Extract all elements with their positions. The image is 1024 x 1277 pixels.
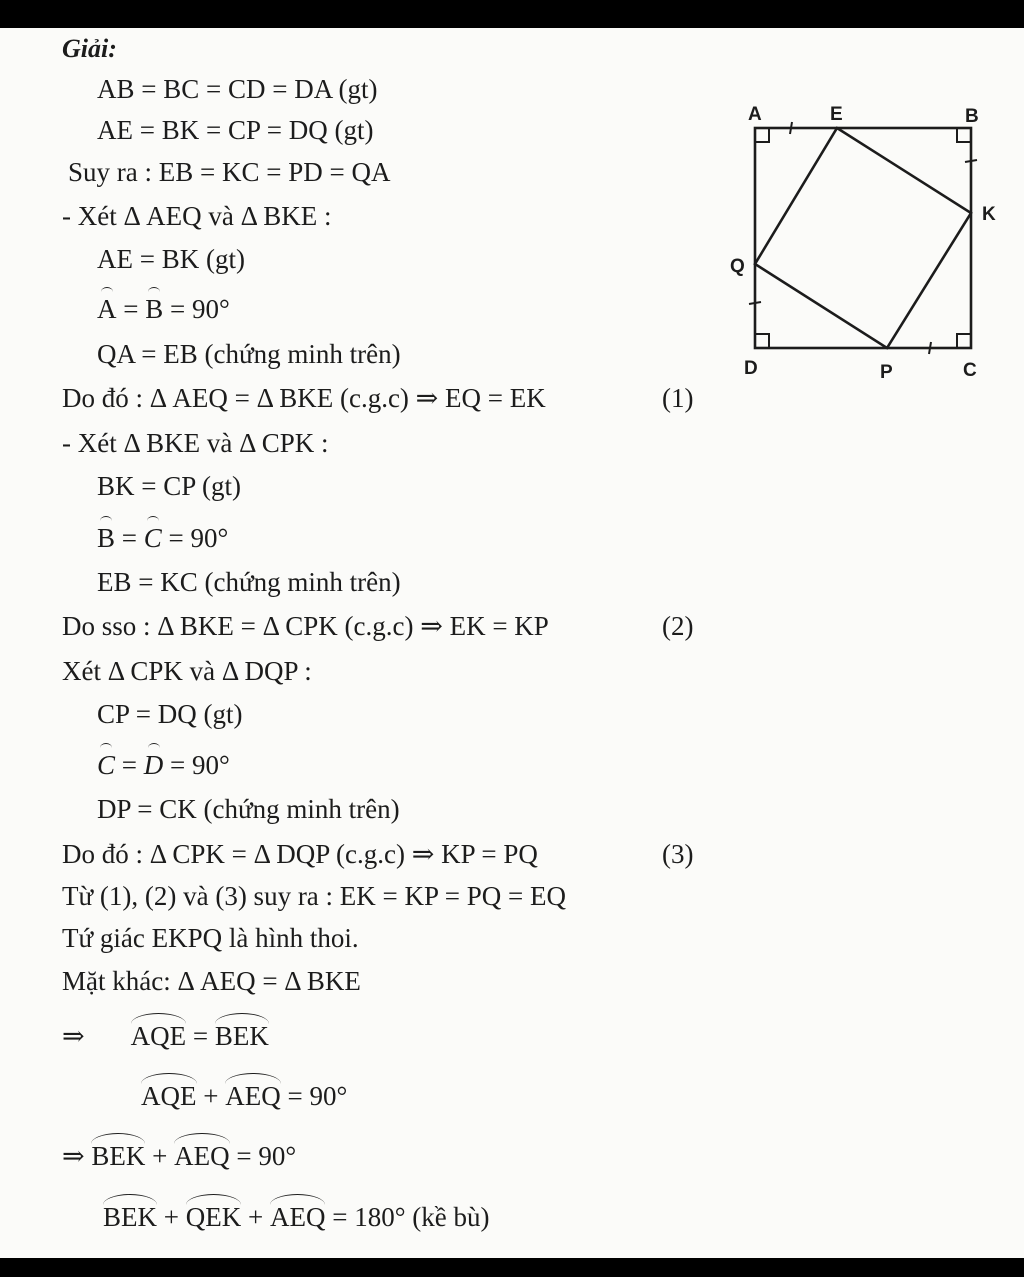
equation-number-1: (1) — [662, 383, 694, 413]
right-angle-mark-b — [957, 128, 971, 142]
square-abcd — [755, 128, 971, 348]
line-22 — [62, 1023, 269, 1050]
angle-bek: BEK — [91, 1141, 146, 1171]
line-23 — [141, 1083, 347, 1110]
angle-bek: BEK — [214, 1021, 269, 1051]
angle-aeq: AEQ — [225, 1081, 281, 1111]
line-17: DP = CK (chứng minh trên) — [97, 794, 400, 824]
line-25 — [103, 1204, 489, 1231]
tick-mark-bk — [965, 160, 977, 162]
tick-mark-cp — [929, 342, 931, 354]
right-angle-mark-a — [755, 128, 769, 142]
angle-value: = 90° — [161, 523, 229, 553]
point-label-p: P — [880, 362, 893, 383]
line-13: Do sso : Δ BKE = Δ CPK (c.g.c) ⇒ EK = KP — [62, 611, 549, 641]
solution-heading: Giải: — [62, 34, 117, 63]
angle-aqe: AQE — [130, 1021, 187, 1051]
equals-sign: = — [115, 523, 144, 553]
line-7: QA = EB (chứng minh trên) — [97, 339, 401, 369]
line-1: AB = BC = CD = DA (gt) — [97, 74, 378, 104]
line-14: Xét Δ CPK và Δ DQP : — [62, 656, 312, 686]
line-9: - Xét Δ BKE và Δ CPK : — [62, 428, 329, 458]
line-8: Do đó : Δ AEQ = Δ BKE (c.g.c) ⇒ EQ = EK — [62, 383, 546, 413]
angle-qek: QEK — [185, 1202, 242, 1232]
line-20: Tứ giác EKPQ là hình thoi. — [62, 923, 359, 953]
plus-sign: + — [196, 1081, 226, 1111]
line-4: - Xét Δ AEQ và Δ BKE : — [62, 201, 332, 231]
right-angle-mark-d — [755, 334, 769, 348]
line-11 — [97, 525, 228, 552]
rhombus-ekpq — [755, 128, 971, 348]
plus-sign: + — [157, 1202, 186, 1232]
line-2: AE = BK = CP = DQ (gt) — [97, 115, 374, 145]
angle-b-hat: B — [145, 294, 164, 324]
point-label-d: D — [744, 358, 758, 379]
point-label-c: C — [963, 360, 977, 381]
point-label-k: K — [982, 204, 996, 225]
equals-sign: = — [116, 294, 146, 324]
equals-sign: = — [115, 750, 144, 780]
implies-arrow: ⇒ — [62, 1141, 92, 1171]
line-15: CP = DQ (gt) — [97, 699, 243, 729]
equals-sign: = — [186, 1021, 215, 1051]
document-page — [0, 28, 1024, 1258]
equation-number-3: (3) — [662, 839, 694, 869]
plus-sign: + — [145, 1141, 175, 1171]
implies-arrow: ⇒ — [62, 1021, 85, 1051]
angle-value: = 90° — [163, 750, 230, 780]
angle-aeq: AEQ — [174, 1141, 230, 1171]
angle-value: = 90° — [229, 1141, 297, 1171]
line-3: Suy ra : EB = KC = PD = QA — [68, 157, 391, 187]
line-18: Do đó : Δ CPK = Δ DQP (c.g.c) ⇒ KP = PQ — [62, 839, 538, 869]
point-label-q: Q — [730, 256, 745, 277]
tick-mark-dq — [749, 302, 761, 304]
line-24 — [62, 1143, 296, 1170]
angle-value: = 90° — [163, 294, 230, 324]
point-label-e: E — [830, 104, 843, 125]
line-10: BK = CP (gt) — [97, 471, 241, 501]
angle-c-hat: C — [97, 750, 116, 780]
angle-aqe: AQE — [141, 1081, 197, 1111]
line-16 — [97, 752, 230, 779]
angle-value: = 180° (kề bù) — [325, 1202, 490, 1232]
angle-aeq: AEQ — [269, 1202, 326, 1232]
angle-b-hat: B — [97, 523, 116, 553]
point-label-a: A — [748, 104, 762, 125]
angle-d-hat: D — [143, 750, 164, 780]
angle-value: = 90° — [280, 1081, 348, 1111]
equation-number-2: (2) — [662, 611, 694, 641]
line-6 — [97, 296, 230, 323]
angle-c-hat: C — [143, 523, 162, 553]
plus-sign: + — [241, 1202, 270, 1232]
line-5: AE = BK (gt) — [97, 244, 245, 274]
line-19: Từ (1), (2) và (3) suy ra : EK = KP = PQ = EQ — [62, 881, 566, 911]
line-12: EB = KC (chứng minh trên) — [97, 567, 401, 597]
point-label-b: B — [965, 106, 979, 127]
line-21: Mặt khác: Δ AEQ = Δ BKE — [62, 966, 361, 996]
angle-bek: BEK — [103, 1202, 157, 1232]
right-angle-mark-c — [957, 334, 971, 348]
square-figure — [720, 100, 1010, 410]
angle-a-hat: A — [97, 294, 117, 324]
tick-mark-ae — [790, 122, 792, 134]
